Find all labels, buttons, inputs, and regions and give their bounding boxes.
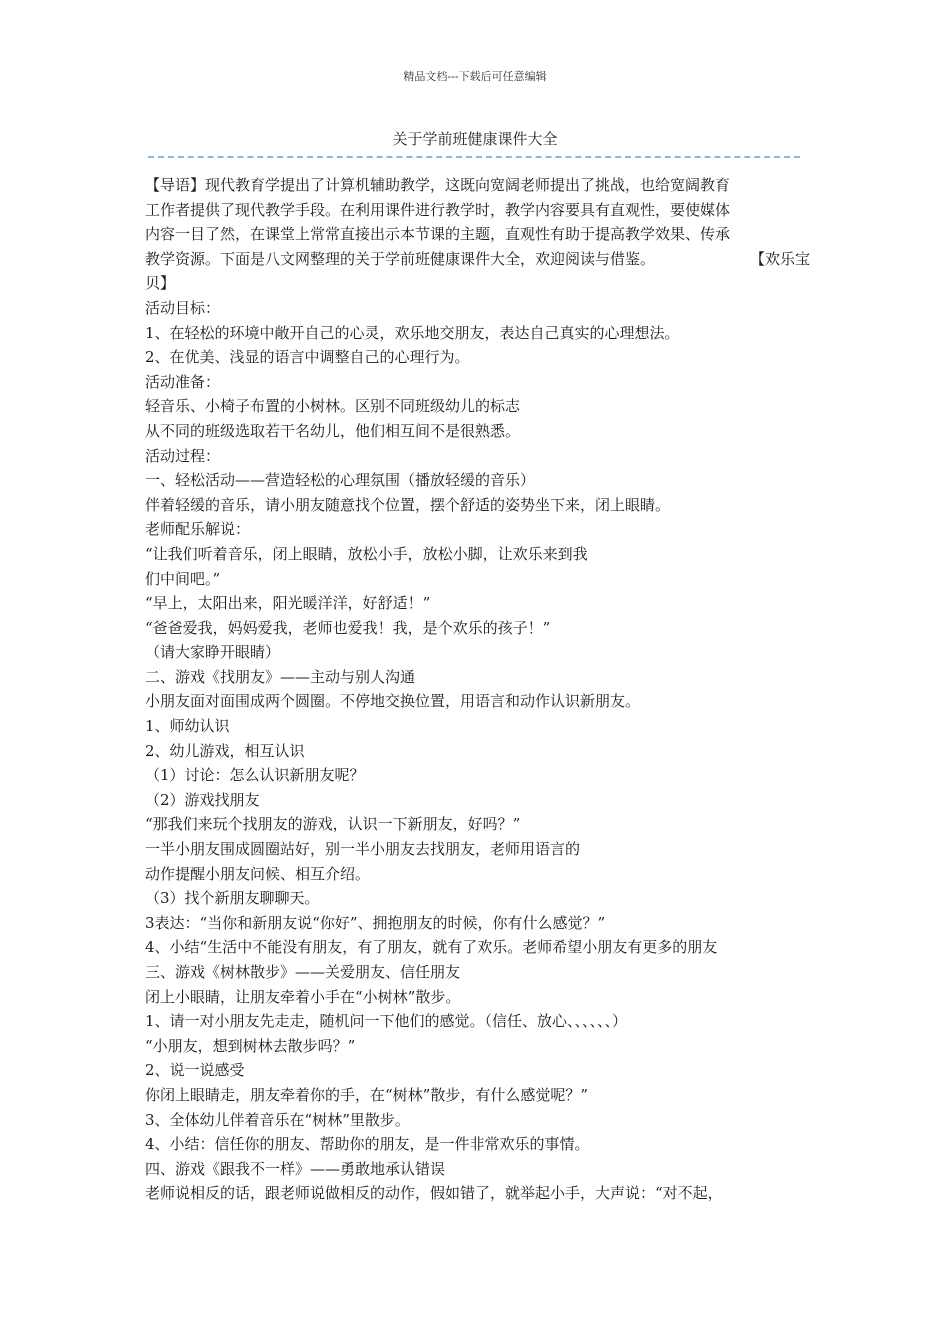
body-line: 1、在轻松的环境中敞开自己的心灵，欢乐地交朋友，表达自己真实的心理想法。: [145, 323, 680, 342]
body-line: 活动准备：: [145, 372, 221, 391]
body-line: 二、游戏《找朋友》——主动与别人沟通: [145, 667, 416, 686]
body-line: 4、小结：信任你的朋友、帮助你的朋友，是一件非常欢乐的事情。: [145, 1135, 590, 1154]
body-line: 2、幼儿游戏，相互认识: [145, 741, 305, 760]
body-line: 2、说一说感受: [145, 1061, 245, 1080]
intro-line: 【导语】现代教育学提出了计算机辅助教学，这既向宽阔老师提出了挑战，也给宽阔教育: [145, 176, 731, 194]
body-line: 老师说相反的话，跟老师说做相反的动作，假如错了，就举起小手，大声说：“对不起，: [145, 1184, 723, 1203]
body-line: 1、师幼认识: [145, 717, 230, 736]
body-line: （2）游戏找朋友: [145, 790, 260, 809]
body-line: “让我们听着音乐，闭上眼睛，放松小手，放松小脚，让欢乐来到我: [145, 544, 588, 563]
body-line: 老师配乐解说：: [145, 520, 251, 539]
intro-line: 教学资源。下面是八文网整理的关于学前班健康课件大全，欢迎阅读与借鉴。: [145, 249, 656, 268]
body-line: 轻音乐、小椅子布置的小树林。区别不同班级幼儿的标志: [145, 397, 521, 416]
body-line: “小朋友，想到树林去散步吗？”: [145, 1036, 356, 1055]
body-line: 活动过程：: [145, 446, 221, 465]
body-line: 2、在优美、浅显的语言中调整自己的心理行为。: [145, 348, 470, 367]
intro-tail-continued: 贝】: [145, 274, 176, 293]
body-lines: [145, 296, 810, 1206]
body-line: （请大家睁开眼睛）: [145, 643, 281, 662]
body-line: 一、轻松活动——营造轻松的心理氛围（播放轻缓的音乐）: [145, 471, 536, 490]
body-line: 三、游戏《树林散步》——关爱朋友、信任朋友: [145, 963, 461, 981]
body-line: 一半小朋友围成圆圈站好，别一半小朋友去找朋友，老师用语言的: [145, 840, 581, 859]
body-line: “爸爸爱我，妈妈爱我，老师也爱我！我，是个欢乐的孩子！”: [145, 618, 551, 637]
document-title: 关于学前班健康课件大全: [392, 130, 558, 148]
body-line: （1）讨论：怎么认识新朋友呢？: [145, 766, 365, 785]
body-line: “那我们来玩个找朋友的游戏，认识一下新朋友，好吗？”: [145, 815, 521, 834]
body-line: 闭上小眼睛，让朋友牵着小手在“小树林”散步。: [145, 987, 461, 1006]
body-line: 你闭上眼睛走，朋友牵着你的手，在“树林”散步，有什么感觉呢？”: [145, 1085, 589, 1104]
body-line: 四、游戏《跟我不一样》——勇敢地承认错误: [145, 1159, 446, 1178]
body-line: 伴着轻缓的音乐，请小朋友随意找个位置，摆个舒适的姿势坐下来，闭上眼睛。: [145, 495, 671, 514]
document-body: [145, 173, 810, 1206]
body-line: “早上，太阳出来，阳光暖洋洋，好舒适！”: [145, 594, 431, 613]
body-line: 从不同的班级选取若干名幼儿，他们相互间不是很熟悉。: [145, 421, 521, 440]
body-line: 1、请一对小朋友先走走，随机问一下他们的感觉。（信任、放心、、、、、、）: [145, 1012, 628, 1031]
intro-line-with-tail: [145, 247, 810, 272]
body-line: 3、全体幼儿伴着音乐在“树林”里散步。: [145, 1110, 410, 1129]
title-divider: [148, 156, 800, 158]
body-line: 4、小结“生活中不能没有朋友，有了朋友，就有了欢乐。老师希望小朋友有更多的朋友: [145, 938, 718, 957]
body-line: 活动目标：: [145, 298, 221, 317]
page-header-note: 精品文档---下载后可任意编辑: [403, 70, 547, 83]
body-line: （3）找个新朋友聊聊天。: [145, 889, 320, 908]
intro-line: 内容一目了然，在课堂上常常直接出示本节课的主题，直观性有助于提高教学效果、传承: [145, 225, 731, 244]
body-line: 小朋友面对面围成两个圆圈。不停地交换位置，用语言和动作认识新朋友。: [145, 692, 641, 711]
body-line: 3表达：“当你和新朋友说“你好”、拥抱朋友的时候，你有什么感觉？”: [145, 913, 606, 932]
body-line: 动作提醒小朋友问候、相互介绍。: [145, 864, 371, 883]
intro-tail: 【欢乐宝: [749, 249, 810, 268]
body-line: 们中间吧。”: [145, 569, 221, 588]
intro-line: 工作者提供了现代教学手段。在利用课件进行教学时，教学内容要具有直观性，要使媒体: [145, 200, 731, 219]
